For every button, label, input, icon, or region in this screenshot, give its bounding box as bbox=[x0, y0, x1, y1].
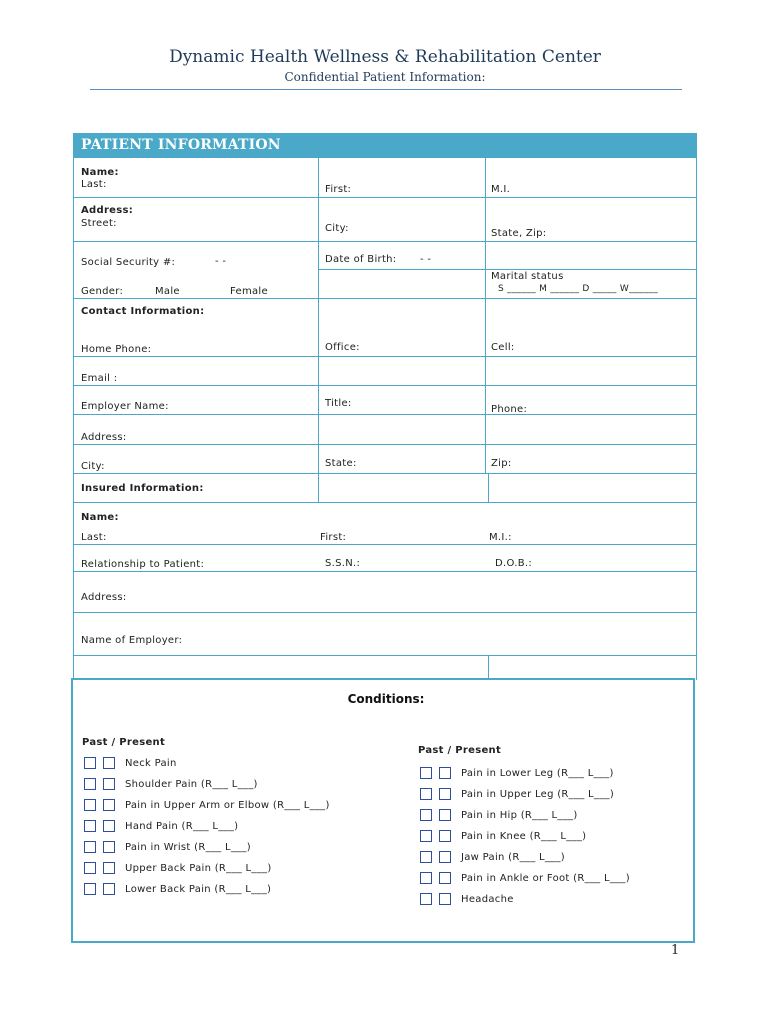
condition-row bbox=[420, 787, 614, 801]
marital-status-options[interactable]: S ______ M ______ D _____ W______ bbox=[498, 284, 658, 294]
employer-address-field[interactable]: Address: bbox=[81, 432, 127, 443]
insured-first-name-field[interactable]: First: bbox=[320, 532, 347, 543]
present-checkbox[interactable] bbox=[103, 757, 115, 769]
condition-row bbox=[420, 808, 578, 822]
document-title: Dynamic Health Wellness & Rehabilitation Center bbox=[169, 47, 601, 67]
condition-label: Headache bbox=[461, 893, 514, 905]
email-field[interactable]: Email : bbox=[81, 373, 118, 384]
last-name-field[interactable]: Last: bbox=[81, 179, 107, 190]
employer-city-field[interactable]: City: bbox=[81, 461, 105, 472]
address-heading: Address: bbox=[81, 205, 134, 216]
present-checkbox[interactable] bbox=[103, 862, 115, 874]
employer-phone-field[interactable]: Phone: bbox=[491, 404, 528, 415]
past-checkbox[interactable] bbox=[420, 851, 432, 863]
grid-line bbox=[73, 473, 697, 474]
present-checkbox[interactable] bbox=[439, 872, 451, 884]
insured-name-heading: Name: bbox=[81, 512, 119, 523]
cell-phone-field[interactable]: Cell: bbox=[491, 342, 515, 353]
condition-row bbox=[420, 892, 514, 906]
insured-ssn-field[interactable]: S.S.N.: bbox=[325, 558, 361, 569]
condition-row bbox=[420, 829, 586, 843]
grid-line bbox=[73, 655, 697, 656]
grid-column-line bbox=[488, 655, 489, 679]
header-divider bbox=[90, 89, 682, 90]
middle-initial-field[interactable]: M.I. bbox=[491, 184, 511, 195]
condition-label: Jaw Pain (R___ L___) bbox=[461, 851, 565, 863]
city-field[interactable]: City: bbox=[325, 223, 349, 234]
grid-line bbox=[73, 385, 697, 386]
condition-label: Pain in Hip (R___ L___) bbox=[461, 809, 578, 821]
past-checkbox[interactable] bbox=[84, 799, 96, 811]
employer-state-field[interactable]: State: bbox=[325, 458, 357, 469]
condition-label: Pain in Ankle or Foot (R___ L___) bbox=[461, 872, 630, 884]
grid-column-line bbox=[485, 158, 486, 302]
grid-line bbox=[73, 298, 697, 299]
gender-label: Gender: bbox=[81, 286, 124, 297]
present-checkbox[interactable] bbox=[439, 851, 451, 863]
insured-address-field[interactable]: Address: bbox=[81, 592, 127, 603]
past-checkbox[interactable] bbox=[420, 893, 432, 905]
gender-female-option[interactable]: Female bbox=[230, 286, 268, 297]
section-title: PATIENT INFORMATION bbox=[81, 137, 281, 153]
ssn-field[interactable]: Social Security #: bbox=[81, 257, 176, 268]
present-checkbox[interactable] bbox=[103, 883, 115, 895]
past-checkbox[interactable] bbox=[84, 820, 96, 832]
state-zip-field[interactable]: State, Zip: bbox=[491, 228, 547, 239]
condition-label: Neck Pain bbox=[125, 757, 177, 769]
condition-row bbox=[84, 882, 271, 896]
grid-column-line bbox=[488, 473, 489, 502]
insured-last-name-field[interactable]: Last: bbox=[81, 532, 107, 543]
date-of-birth-field[interactable]: Date of Birth: bbox=[325, 254, 397, 265]
condition-row bbox=[84, 861, 272, 875]
present-checkbox[interactable] bbox=[103, 820, 115, 832]
contact-heading: Contact Information: bbox=[81, 306, 205, 317]
past-checkbox[interactable] bbox=[84, 862, 96, 874]
relationship-field[interactable]: Relationship to Patient: bbox=[81, 559, 205, 570]
condition-label: Pain in Knee (R___ L___) bbox=[461, 830, 587, 842]
insured-mi-field[interactable]: M.I.: bbox=[489, 532, 512, 543]
condition-row bbox=[420, 766, 614, 780]
present-checkbox[interactable] bbox=[439, 893, 451, 905]
grid-line bbox=[73, 612, 697, 613]
condition-row bbox=[84, 840, 251, 854]
grid-line bbox=[73, 571, 697, 572]
present-checkbox[interactable] bbox=[439, 809, 451, 821]
past-checkbox[interactable] bbox=[420, 872, 432, 884]
condition-row bbox=[420, 871, 630, 885]
first-name-field[interactable]: First: bbox=[325, 184, 352, 195]
employer-name-field[interactable]: Employer Name: bbox=[81, 401, 169, 412]
grid-column-line bbox=[318, 473, 319, 502]
grid-line bbox=[73, 241, 697, 242]
past-checkbox[interactable] bbox=[420, 767, 432, 779]
past-checkbox[interactable] bbox=[84, 841, 96, 853]
condition-row bbox=[84, 756, 177, 770]
title-field[interactable]: Title: bbox=[325, 398, 352, 409]
gender-male-option[interactable]: Male bbox=[155, 286, 180, 297]
office-phone-field[interactable]: Office: bbox=[325, 342, 360, 353]
condition-label: Pain in Upper Leg (R___ L___) bbox=[461, 788, 615, 800]
past-checkbox[interactable] bbox=[420, 809, 432, 821]
present-checkbox[interactable] bbox=[439, 830, 451, 842]
grid-column-line bbox=[318, 158, 319, 302]
present-checkbox[interactable] bbox=[103, 841, 115, 853]
insured-heading: Insured Information: bbox=[81, 483, 204, 494]
grid-line bbox=[73, 502, 697, 503]
home-phone-field[interactable]: Home Phone: bbox=[81, 344, 152, 355]
conditions-left-heading: Past / Present bbox=[82, 737, 166, 748]
grid-line bbox=[73, 444, 697, 445]
ssn-dashes: - - bbox=[215, 256, 227, 267]
page-number: 1 bbox=[671, 943, 680, 958]
grid-line bbox=[318, 269, 697, 270]
condition-row bbox=[84, 777, 258, 791]
name-heading: Name: bbox=[81, 167, 119, 178]
condition-label: Pain in Upper Arm or Elbow (R___ L___) bbox=[125, 799, 330, 811]
past-checkbox[interactable] bbox=[84, 778, 96, 790]
employer-zip-field[interactable]: Zip: bbox=[491, 458, 512, 469]
present-checkbox[interactable] bbox=[103, 778, 115, 790]
condition-label: Shoulder Pain (R___ L___) bbox=[125, 778, 258, 790]
grid-line bbox=[73, 197, 697, 198]
grid-line bbox=[73, 356, 697, 357]
insured-employer-field[interactable]: Name of Employer: bbox=[81, 635, 183, 646]
condition-row bbox=[84, 819, 238, 833]
condition-label: Lower Back Pain (R___ L___) bbox=[125, 883, 272, 895]
past-checkbox[interactable] bbox=[420, 830, 432, 842]
dob-dashes: - - bbox=[420, 254, 432, 265]
past-checkbox[interactable] bbox=[420, 788, 432, 800]
condition-row bbox=[420, 850, 565, 864]
grid-column-line bbox=[485, 298, 486, 474]
document-subtitle: Confidential Patient Information: bbox=[284, 70, 486, 84]
conditions-right-heading: Past / Present bbox=[418, 745, 502, 756]
condition-label: Pain in Lower Leg (R___ L___) bbox=[461, 767, 614, 779]
insured-dob-field[interactable]: D.O.B.: bbox=[495, 558, 533, 569]
past-checkbox[interactable] bbox=[84, 883, 96, 895]
conditions-title: Conditions: bbox=[347, 692, 425, 706]
grid-line bbox=[73, 544, 697, 545]
grid-line bbox=[73, 414, 697, 415]
marital-status-label: Marital status bbox=[491, 271, 564, 282]
street-field[interactable]: Street: bbox=[81, 218, 117, 229]
past-checkbox[interactable] bbox=[84, 757, 96, 769]
present-checkbox[interactable] bbox=[439, 767, 451, 779]
condition-label: Hand Pain (R___ L___) bbox=[125, 820, 239, 832]
present-checkbox[interactable] bbox=[103, 799, 115, 811]
present-checkbox[interactable] bbox=[439, 788, 451, 800]
condition-label: Upper Back Pain (R___ L___) bbox=[125, 862, 272, 874]
grid-column-line bbox=[318, 298, 319, 474]
condition-row bbox=[84, 798, 330, 812]
condition-label: Pain in Wrist (R___ L___) bbox=[125, 841, 251, 853]
